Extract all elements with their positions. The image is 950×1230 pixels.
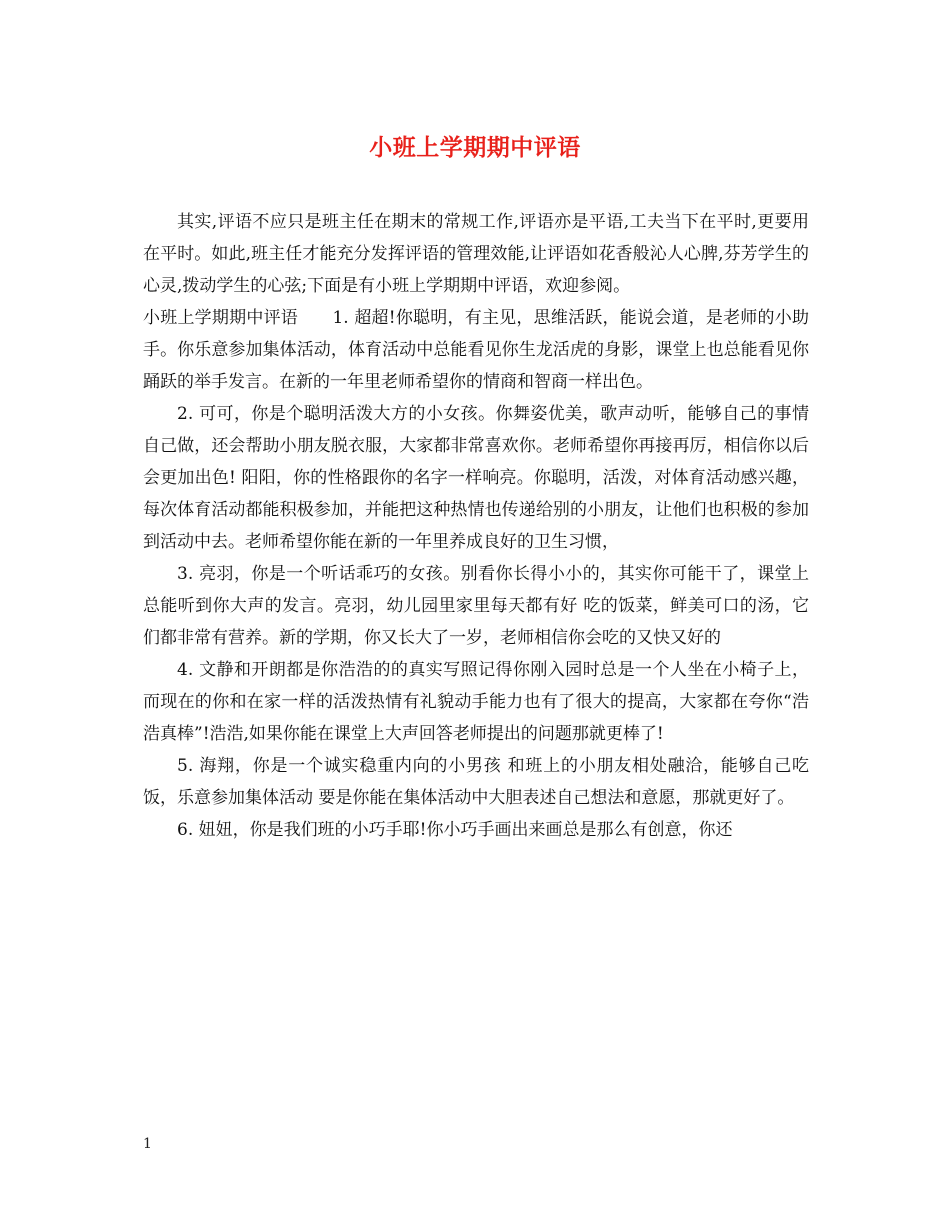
document-body bbox=[143, 206, 809, 846]
document-title: 小班上学期期中评语 bbox=[369, 134, 581, 161]
paragraph-comment-5: 5. 海翔，你是一个诚实稳重内向的小男孩 和班上的小朋友相处融洽，能够自己吃饭，乐意参加集体活动 要是你能在集体活动中大胆表述自己想法和意愿，那就更好了。 bbox=[143, 756, 809, 808]
paragraph-comment-1: 小班上学期期中评语 1. 超超!你聪明，有主见，思维活跃，能说会道，是老师的小助手。你乐意参加集体活动，体育活动中总能看见你生龙活虎的身影，课堂上也总能看见你踊跃的举手发言。在新的一年里老师希望你的情商和智商一样出色。 bbox=[143, 308, 809, 392]
paragraph-comment-3: 3. 亮羽，你是一个听话乖巧的女孩。别看你长得小小的，其实你可能干了，课堂上总能听到你大声的发言。亮羽，幼儿园里家里每天都有好 吃的饭菜，鲜美可口的汤，它们都非常有营养。新的学期，你又长大了一岁，老师相信你会吃的又快又好的 bbox=[143, 564, 809, 648]
paragraph-comment-6: 6. 妞妞，你是我们班的小巧手耶!你小巧手画出来画总是那么有创意，你还 bbox=[177, 820, 733, 840]
paragraph-comment-2: 2. 可可，你是个聪明活泼大方的小女孩。你舞姿优美，歌声动听，能够自己的事情自己做，还会帮助小朋友脱衣服，大家都非常喜欢你。老师希望你再接再厉，相信你以后会更加出色! 阳阳，你的性格跟你的名字一样响亮。你聪明，活泼，对体育活动感兴趣，每次体育活动都能积极参加，并能把这种热情也传递给别的小朋友，让他们也积极的参加到活动中去。老师希望你能在新的一年里养成良好的卫生习惯， bbox=[143, 404, 809, 552]
page-number: 1 bbox=[143, 1136, 152, 1152]
paragraph-comment-4: 4. 文静和开朗都是你浩浩的的真实写照记得你刚入园时总是一个人坐在小椅子上，而现在的你和在家一样的活泼热情有礼貌动手能力也有了很大的提高，大家都在夸你“浩浩真棒”!浩浩,如果你能在课堂上大声回答老师提出的问题那就更棒了! bbox=[143, 660, 809, 744]
paragraph-intro: 其实,评语不应只是班主任在期末的常规工作,评语亦是平语,工夫当下在平时,更要用在平时。如此,班主任才能充分发挥评语的管理效能,让评语如花香般沁人心脾,芬芳学生的心灵,拨动学生的心弦;下面是有小班上学期期中评语，欢迎参阅。 bbox=[143, 212, 809, 296]
